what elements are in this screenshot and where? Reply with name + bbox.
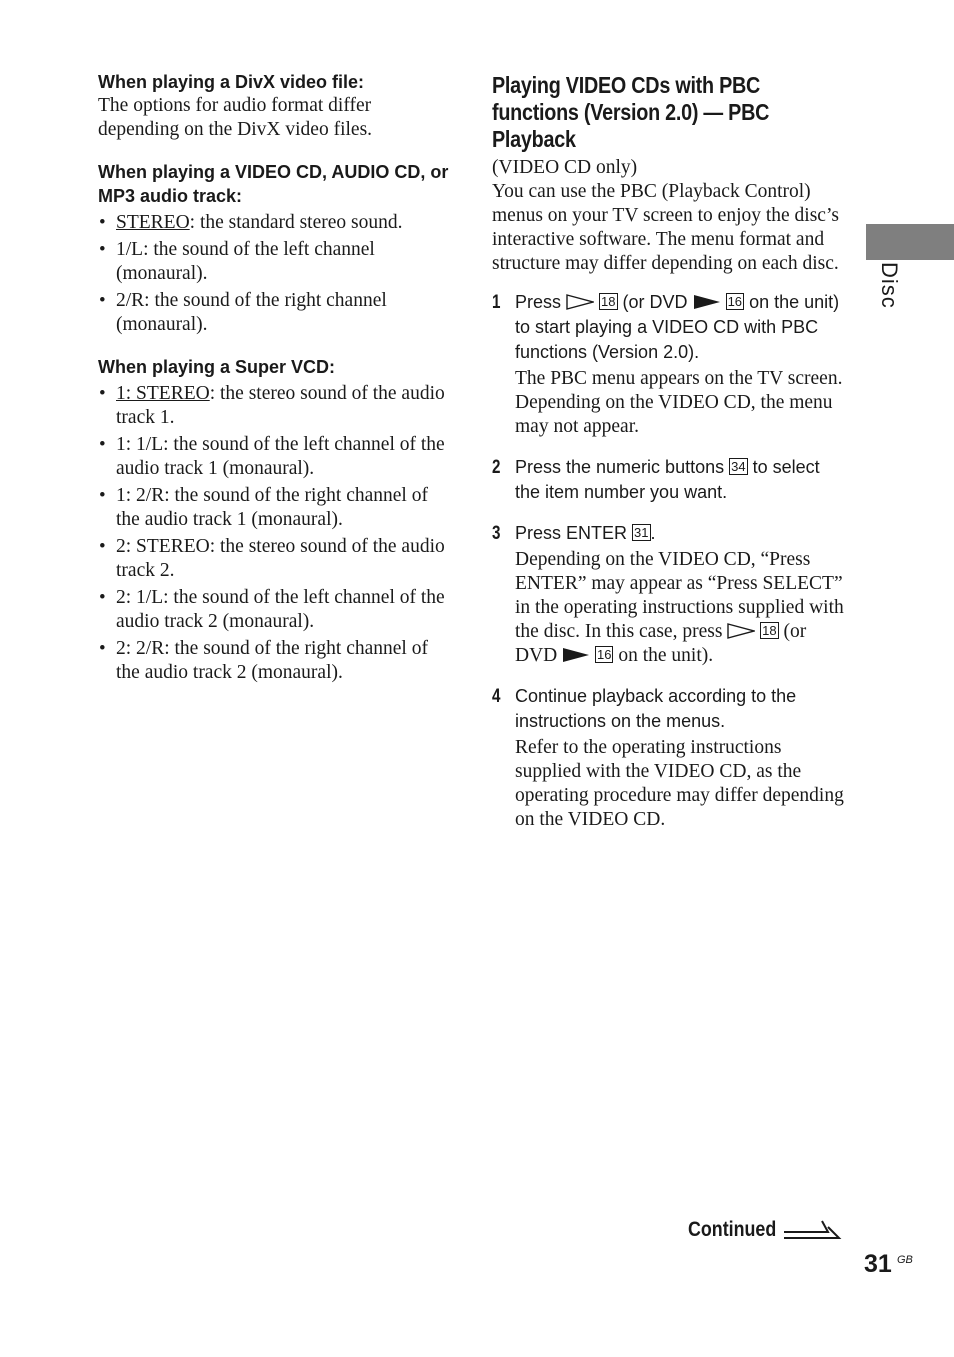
callout-number: 16 [597,647,612,662]
play-outline-icon [727,623,755,639]
step-number: 3 [492,523,501,544]
divx-text: The options for audio format differ depending on the DivX video files. [98,95,373,140]
list-item-text: : the stereo sound of the audio track 1. [116,383,445,428]
step-instruction [515,455,844,505]
list-item-text: : the standard stereo sound. [189,212,403,233]
list-item-text: 1: 2/R: the sound of the right channel of the audio track 1 (monaural). [116,485,428,530]
list-item [98,637,450,685]
instruction-text: Press [515,292,562,312]
videocd-list [98,211,450,337]
scope-note: (VIDEO CD only) [492,157,638,178]
list-item [98,238,450,286]
callout-number: 18 [762,623,777,638]
divx-heading: When playing a DivX video file: [98,72,365,92]
list-item-text: 1/L: the sound of the left channel (monaural). [116,239,375,284]
instruction-text: on the unit) to start playing a VIDEO CD with PBC functions (Version 2.0). [515,292,840,362]
section-tab-label [868,262,908,322]
svcd-section [98,355,450,685]
play-outline-icon [566,294,594,310]
intro-text: You can use the PBC (Playback Control) menus on your TV screen to enjoy the disc’s interactive software. The menu format and structure may differ depending on each disc. [492,181,839,274]
right-column [492,72,844,848]
description-text: Depending on the VIDEO CD, “Press ENTER” may appear as “Press SELECT” in the operating instructions supplied with the disc. In this case, press [515,549,844,642]
list-item [98,484,450,532]
list-item-text: 1: 1/L: the sound of the left channel of the audio track 1 (monaural). [116,434,445,479]
list-item [98,586,450,634]
step-number: 2 [492,457,501,478]
bullet-icon: • [99,434,106,455]
instruction-text: Press the numeric buttons [515,457,725,477]
list-item [98,535,450,583]
list-item [98,289,450,337]
list-item-text: 2: 1/L: the sound of the left channel of the audio track 2 (monaural). [116,587,445,632]
continued-label: Continued [688,1218,777,1241]
continued-arrow-icon [782,1217,842,1243]
bullet-icon: • [99,212,106,233]
section-tab [866,224,954,260]
step-description: Refer to the operating instructions supplied with the VIDEO CD, as the operating procedure may differ depending on the VIDEO CD. [515,737,844,830]
list-item [98,382,450,430]
list-item-text: 2: 2/R: the sound of the right channel of the audio track 2 (monaural). [116,638,428,683]
step-3 [492,521,844,668]
svcd-list [98,382,450,685]
list-item [98,211,450,235]
step-1 [492,290,844,439]
bullet-icon: • [99,485,106,506]
instruction-text: . [650,523,656,543]
step-4 [492,684,844,832]
step-number: 4 [492,686,501,707]
play-solid-icon [562,647,590,663]
section-tab-text: Disc [877,262,902,309]
step-instruction: Continue playback according to the instructions on the menus. [515,686,797,731]
divx-section [98,70,450,142]
description-text: on the unit). [618,645,714,666]
bullet-icon: • [99,290,106,311]
bullet-icon: • [99,638,106,659]
list-item-text: 2: STEREO: the stereo sound of the audio track 2. [116,536,445,581]
left-column [98,70,450,703]
bullet-icon: • [99,536,106,557]
instruction-text: Press ENTER [515,523,628,543]
page-region-code: GB [897,1254,913,1266]
callout-number: 31 [634,525,649,540]
bullet-icon: • [99,587,106,608]
instruction-text: (or DVD [622,292,688,312]
step-description: The PBC menu appears on the TV screen. Depending on the VIDEO CD, the menu may not appear. [515,368,843,437]
callout-number: 16 [727,294,743,309]
instruction-text: to select the item number you want. [515,457,820,502]
default-option: STEREO [116,212,190,233]
list-item [98,433,450,481]
page-number: 31 [864,1250,892,1278]
videocd-heading: When playing a VIDEO CD, AUDIO CD, or MP3 audio track: [98,162,449,206]
step-instruction [515,290,844,365]
step-2 [492,455,844,505]
videocd-section [98,160,450,337]
step-description [515,548,844,668]
description-text: (or DVD [515,621,807,666]
bullet-icon: • [99,383,106,404]
callout-number: 34 [731,459,746,474]
callout-number: 18 [601,294,616,309]
list-item-text: 2/R: the sound of the right channel (monaural). [116,290,387,335]
step-number: 1 [492,292,501,313]
play-solid-icon [693,294,721,310]
section-title: Playing VIDEO CDs with PBC functions (Version 2.0) — PBC Playback [492,72,770,152]
step-instruction [515,521,844,546]
svcd-heading: When playing a Super VCD: [98,357,336,377]
bullet-icon: • [99,239,106,260]
default-option: 1: STEREO [116,383,210,404]
